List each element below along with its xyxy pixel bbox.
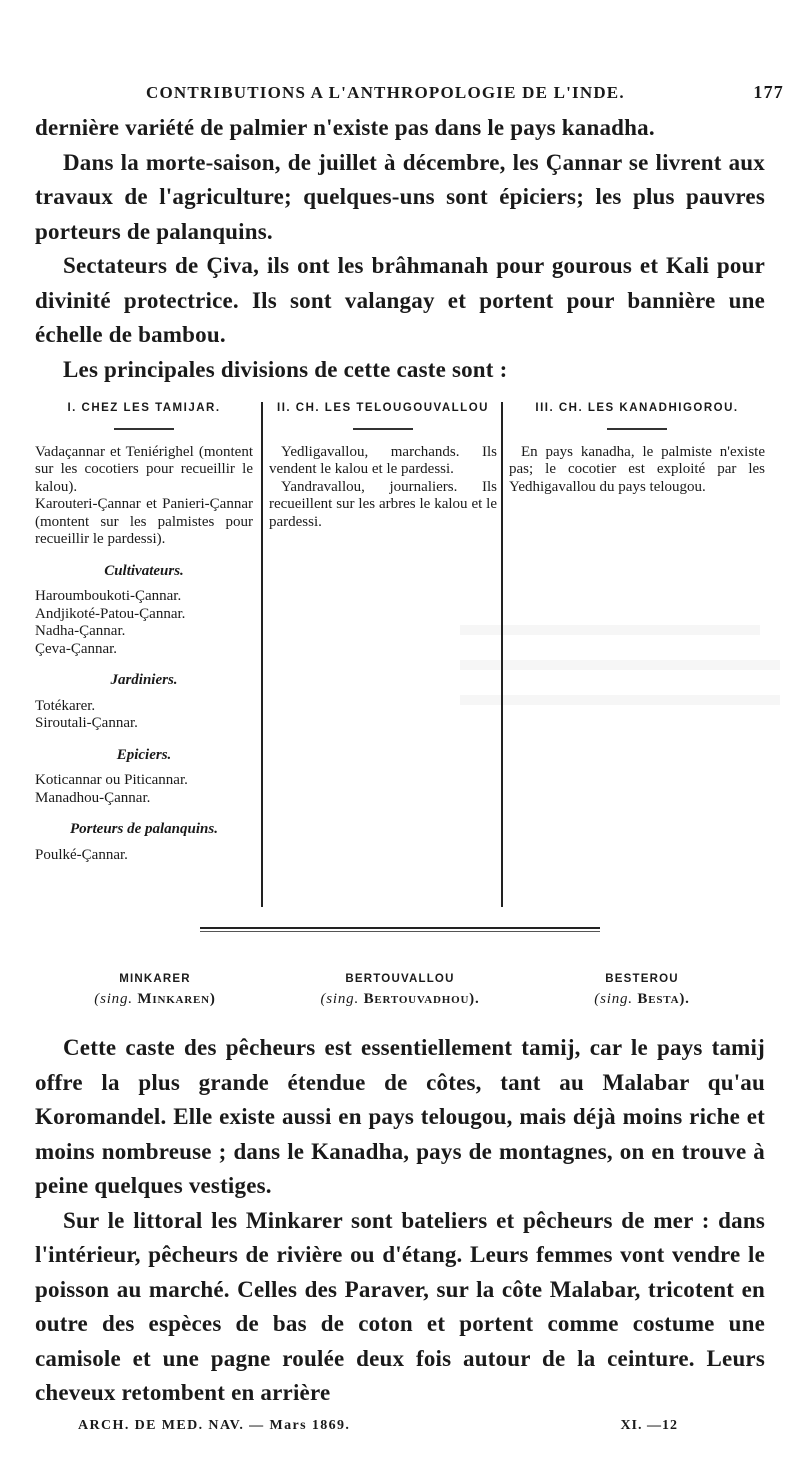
list-item: Andjikoté-Patou-Çannar. bbox=[35, 605, 186, 622]
paragraph: Sur le littoral les Minkarer sont bateliers et pêcheurs de mer : dans l'intérieur, pêcheurs de rivière ou d'étang. Leurs femmes vont vendre le poisson au marché. Celles des Paraver, sur la côte Malabar, tricotent en outre des espèces de bas de coton et portent comme costume une camisole et une pagne roulée deux fois autour de la ceinture. Leurs cheveux retombent en arrière bbox=[35, 1207, 765, 1405]
paragraph: Sectateurs de Çiva, ils ont les brâhmanah pour gourous et Kali pour divinité protectrice. Ils sont valangay et portent pour bannière une échelle de bambou. bbox=[35, 253, 765, 347]
singular-prefix: (sing. bbox=[94, 991, 133, 1007]
list-item: Karouteri-Çannar et Panieri-Çannar (montent sur les palmistes pour recueillir le pardessi). bbox=[35, 496, 253, 547]
singular-name: Besta). bbox=[637, 991, 690, 1007]
paragraph: dernière variété de palmier n'existe pas dans le pays kanadha. bbox=[35, 115, 655, 140]
list-item: Vadaçannar et Teniérighel (montent sur les cocotiers pour recueillir le kalou). bbox=[35, 443, 253, 495]
list-item: Nadha-Çannar. bbox=[35, 623, 126, 639]
caste-singular bbox=[280, 991, 520, 1008]
singular-name: Minkaren) bbox=[137, 991, 216, 1007]
caste-singular bbox=[522, 991, 762, 1008]
caste-name: MINKARER bbox=[119, 973, 191, 985]
caste-heading-besterou bbox=[522, 973, 762, 1008]
list-item: Siroutali-Çannar. bbox=[35, 715, 138, 731]
singular-prefix: (sing. bbox=[594, 991, 633, 1007]
caste-heading-bertouvallou bbox=[280, 973, 520, 1008]
list-item: En pays kanadha, le palmiste n'existe pas; le cocotier est exploité par les Yedhigavallou du pays telougou. bbox=[509, 443, 765, 495]
table-column-tamijar bbox=[35, 402, 253, 864]
list-item: Totékarer. bbox=[35, 697, 96, 714]
closing-text bbox=[35, 1031, 765, 1411]
paragraph: Cette caste des pêcheurs est essentiellement tamij, car le pays tamij offre la plus grande étendue de côtes, tant au Malabar qu'au Koromandel. Elle existe aussi en pays telougou, mais déjà moins riche et moins nombreuse ; dans le Kanadha, pays de montagnes, on en trouve à peine quelques vestiges. bbox=[35, 1035, 765, 1198]
column-text bbox=[509, 444, 765, 497]
column-text bbox=[35, 444, 253, 865]
heading-rule bbox=[607, 428, 667, 430]
heading-rule bbox=[353, 428, 413, 430]
page-footer bbox=[78, 1418, 678, 1434]
group-title: Epiciers. bbox=[116, 746, 172, 763]
column-text bbox=[269, 444, 497, 532]
paragraph: Les principales divisions de cette caste sont : bbox=[63, 356, 508, 382]
footer-sheet-number: XI. —12 bbox=[620, 1418, 678, 1433]
list-item: Poulké-Çannar. bbox=[35, 846, 128, 863]
caste-name: BERTOUVALLOU bbox=[345, 973, 455, 985]
table-column-telougouvallou bbox=[269, 402, 497, 531]
column-heading: I. CHEZ LES TAMIJAR. bbox=[67, 402, 221, 414]
page-number: 177 bbox=[753, 82, 784, 102]
caste-name: BESTEROU bbox=[605, 973, 679, 985]
group-title: Cultivateurs. bbox=[104, 562, 184, 579]
section-rule bbox=[200, 931, 600, 932]
footer-signature: ARCH. DE MED. NAV. — Mars 1869. bbox=[78, 1418, 351, 1433]
list-item: Yandravallou, journaliers. Ils recueillent sur les arbres le kalou et le pardessi. bbox=[269, 478, 497, 530]
list-item: Koticannar ou Piticannar. bbox=[35, 772, 188, 788]
singular-prefix: (sing. bbox=[320, 991, 360, 1007]
column-divider bbox=[501, 402, 503, 907]
column-heading: II. CH. LES TELOUGOUVALLOU bbox=[277, 402, 489, 414]
running-title: CONTRIBUTIONS A L'ANTHROPOLOGIE DE L'INDE. bbox=[146, 83, 625, 102]
paragraph: Dans la morte-saison, de juillet à décembre, les Çannar se livrent aux travaux de l'agriculture; quelques-uns sont épiciers; les plus pauvres porteurs de palanquins. bbox=[35, 149, 765, 244]
heading-rule bbox=[114, 428, 174, 430]
singular-name: Bertouvadhou). bbox=[363, 991, 480, 1007]
list-item: Haroumboukoti-Çannar. bbox=[35, 588, 182, 604]
group-title: Jardiniers. bbox=[110, 672, 178, 688]
divisions-table bbox=[35, 402, 765, 907]
list-item: Çeva-Çannar. bbox=[35, 640, 118, 657]
group-title: Porteurs de palanquins. bbox=[70, 821, 218, 837]
list-item: Manadhou-Çannar. bbox=[35, 789, 151, 806]
list-item: Yedligavallou, marchands. Ils vendent le kalou et le pardessi. bbox=[269, 443, 497, 477]
column-divider bbox=[261, 402, 263, 907]
intro-text bbox=[35, 111, 765, 387]
column-heading: III. CH. LES KANADHIGOROU. bbox=[535, 402, 739, 414]
caste-heading-minkarer bbox=[35, 973, 275, 1008]
table-column-kanadhigorou bbox=[509, 402, 765, 496]
section-rule bbox=[200, 927, 600, 929]
running-head bbox=[146, 82, 796, 103]
caste-singular bbox=[35, 991, 275, 1008]
